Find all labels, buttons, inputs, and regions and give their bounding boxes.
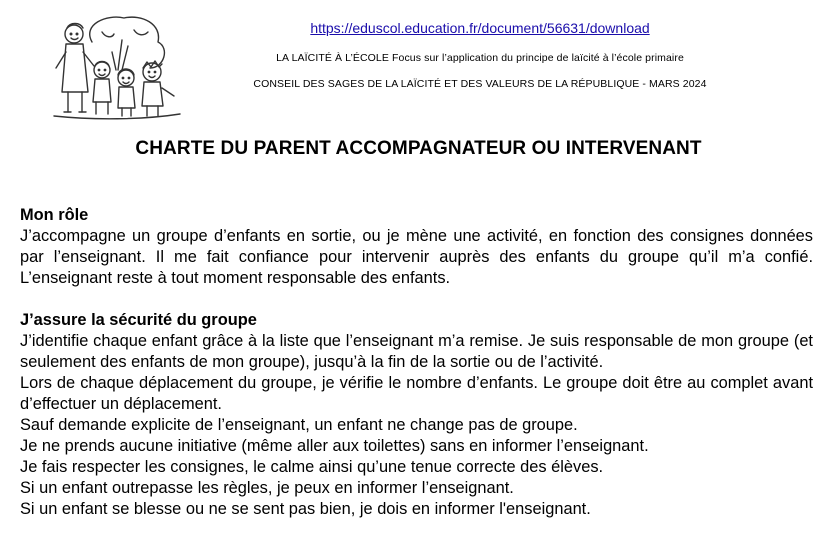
header-subtitle: LA LAÏCITÉ À L’ÉCOLE Focus sur l’application du principe de laïcité à l’école primaire: [276, 52, 684, 64]
paragraph: Si un enfant se blesse ou ne se sent pas bien, je dois en informer l'enseignant.: [20, 500, 591, 518]
paragraph: Sauf demande explicite de l’enseignant, un enfant ne change pas de groupe.: [20, 416, 578, 434]
section-heading: Mon rôle: [20, 206, 89, 224]
paragraph: J’accompagne un groupe d’enfants en sortie, ou je mène une activité, en fonction des consignes données par l’enseignant. Il me fait confiance pour intervenir auprès des enfants du groupe qu’il m’a confié. L’enseignant reste à tout moment responsable des enfants.: [20, 227, 813, 287]
paragraph: Si un enfant outrepasse les règles, je peux en informer l’enseignant.: [20, 479, 514, 497]
section-safety: [20, 310, 813, 520]
page-title: CHARTE DU PARENT ACCOMPAGNATEUR OU INTERVENANT: [135, 138, 702, 159]
section-role: [20, 205, 813, 289]
paragraph: Je ne prends aucune initiative (même aller aux toilettes) sans en informer l’enseignant.: [20, 437, 649, 455]
document-body: [20, 205, 813, 520]
document-header: [200, 20, 760, 90]
paragraph: Je fais respecter les consignes, le calme ainsi qu’une tenue correcte des élèves.: [20, 458, 604, 476]
source-link[interactable]: https://eduscol.education.fr/document/56631/download: [310, 20, 650, 36]
section-heading: J’assure la sécurité du groupe: [20, 311, 257, 329]
header-council: CONSEIL DES SAGES DE LA LAÏCITÉ ET DES VALEURS DE LA RÉPUBLIQUE - MARS 2024: [253, 78, 707, 90]
children-illustration-logo: [52, 12, 182, 120]
paragraph: J’identifie chaque enfant grâce à la liste que l’enseignant m’a remise. Je suis responsable de mon groupe (et seulement des enfants de mon groupe), jusqu’à la fin de la sortie ou de l’activité.: [20, 332, 813, 371]
paragraph: Lors de chaque déplacement du groupe, je vérifie le nombre d’enfants. Le groupe doit être au complet avant d’effectuer un déplacement.: [20, 374, 813, 413]
